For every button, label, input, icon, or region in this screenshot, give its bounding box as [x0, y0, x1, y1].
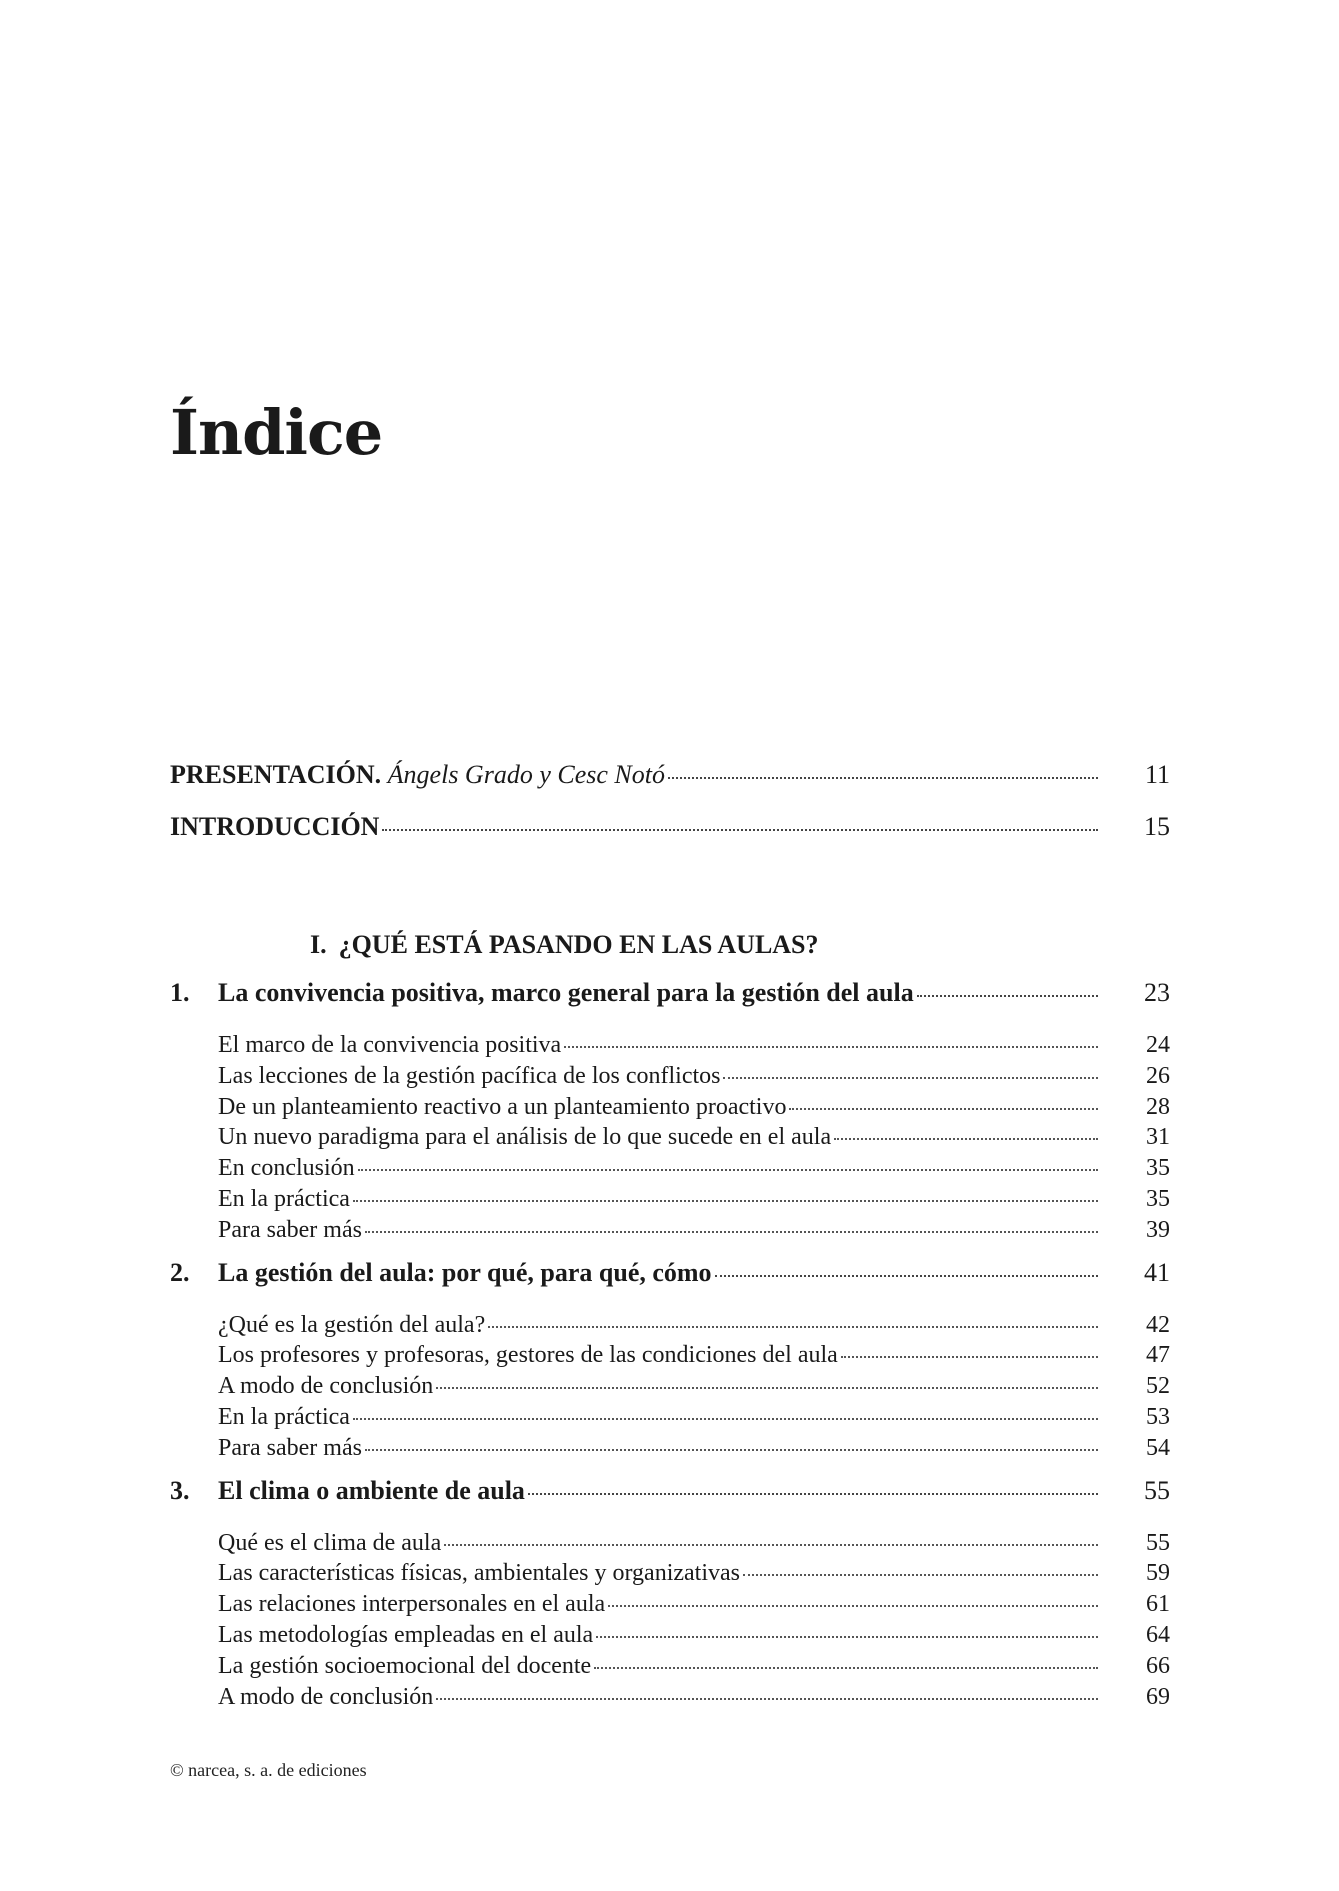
toc-section[interactable]: [218, 1063, 1170, 1094]
part-number: I.: [310, 930, 327, 959]
dot-leader: [917, 995, 1098, 997]
chapter-title: La gestión del aula: por qué, para qué, cómo: [218, 1257, 712, 1287]
toc-chapter[interactable]: [170, 1476, 1170, 1530]
toc-page-number: 31: [1146, 1124, 1170, 1151]
toc-section[interactable]: [218, 1155, 1170, 1186]
toc-page-number: 11: [1144, 760, 1170, 789]
section-title: Qué es el clima de aula: [218, 1529, 442, 1556]
page-title: Índice: [170, 396, 383, 469]
section-title: Los profesores y profesoras, gestores de las condiciones del aula: [218, 1342, 838, 1369]
toc-section[interactable]: [218, 1217, 1170, 1248]
section-title: Las características físicas, ambientales y organizativas: [218, 1560, 740, 1587]
dot-leader: [444, 1544, 1098, 1546]
dot-leader: [353, 1200, 1098, 1202]
dot-leader: [789, 1108, 1098, 1110]
toc-page-number: 26: [1146, 1062, 1170, 1089]
dot-leader: [715, 1275, 1098, 1277]
toc-page-number: 15: [1144, 812, 1170, 841]
section-title: Las metodologías empleadas en el aula: [218, 1621, 594, 1648]
toc-section[interactable]: [218, 1312, 1170, 1343]
toc-page-number: 64: [1146, 1621, 1170, 1648]
toc-entry-label: INTRODUCCIÓN: [170, 812, 380, 841]
toc-page-number: 24: [1146, 1032, 1170, 1058]
dot-leader: [365, 1231, 1098, 1233]
section-title: En la práctica: [218, 1185, 350, 1212]
section-title: Las relaciones interpersonales en el aula: [218, 1591, 606, 1618]
dot-leader: [594, 1667, 1098, 1669]
dot-leader: [365, 1449, 1098, 1451]
section-title: A modo de conclusión: [218, 1683, 434, 1710]
section-title: Un nuevo paradigma para el análisis de lo que sucede en el aula: [218, 1124, 832, 1151]
toc-page-number: 41: [1144, 1257, 1170, 1287]
section-title: A modo de conclusión: [218, 1373, 434, 1400]
table-of-contents: [170, 760, 1170, 1714]
chapter-title: El clima o ambiente de aula: [218, 1475, 525, 1505]
toc-section[interactable]: [218, 1622, 1170, 1653]
dot-leader: [564, 1046, 1098, 1048]
toc-page-number: 52: [1146, 1373, 1170, 1400]
toc-entry-author: Ángels Grado y Cesc Notó: [387, 760, 665, 789]
toc-page-number: 59: [1146, 1560, 1170, 1587]
section-title: Para saber más: [218, 1216, 362, 1243]
section-title: Las lecciones de la gestión pacífica de los conflictos: [218, 1062, 721, 1089]
toc-section[interactable]: [218, 1435, 1170, 1466]
toc-chapter[interactable]: [170, 978, 1170, 1032]
toc-page-number: 53: [1146, 1403, 1170, 1430]
dot-leader: [436, 1698, 1098, 1700]
toc-page-number: 55: [1144, 1475, 1170, 1505]
chapter-title: La convivencia positiva, marco general para la gestión del aula: [218, 978, 914, 1007]
chapter-number: 3.: [170, 1475, 190, 1505]
toc-entry-label: PRESENTACIÓN. Ángels Grado y Cesc Notó: [170, 760, 665, 789]
toc-section[interactable]: [218, 1653, 1170, 1684]
toc-presentacion[interactable]: [170, 760, 1170, 812]
dot-leader: [353, 1418, 1098, 1420]
toc-page-number: 66: [1146, 1652, 1170, 1679]
toc-page-number: 69: [1146, 1683, 1170, 1710]
toc-section[interactable]: [218, 1591, 1170, 1622]
toc-section[interactable]: [218, 1560, 1170, 1591]
toc-section[interactable]: [218, 1404, 1170, 1435]
copyright-footer: © narcea, s. a. de ediciones: [170, 1760, 367, 1780]
section-title: La gestión socioemocional del docente: [218, 1652, 592, 1679]
toc-section[interactable]: [218, 1373, 1170, 1404]
toc-chapter[interactable]: [170, 1258, 1170, 1312]
toc-section[interactable]: [218, 1094, 1170, 1125]
chapter-list: [170, 978, 1170, 1714]
dot-leader: [596, 1636, 1098, 1638]
section-list: [170, 1032, 1170, 1248]
section-title: El marco de la convivencia positiva: [218, 1032, 562, 1058]
dot-leader: [834, 1138, 1098, 1140]
toc-page-number: 42: [1146, 1311, 1170, 1338]
section-title: ¿Qué es la gestión del aula?: [218, 1311, 486, 1338]
dot-leader: [488, 1326, 1098, 1328]
chapter-number: 2.: [170, 1257, 190, 1287]
toc-page-number: 54: [1146, 1434, 1170, 1461]
section-title: En conclusión: [218, 1155, 355, 1182]
toc-page-number: 47: [1146, 1342, 1170, 1369]
dot-leader: [723, 1077, 1098, 1079]
section-list: [170, 1312, 1170, 1466]
part-title-text: ¿QUÉ ESTÁ PASANDO EN LAS AULAS?: [338, 930, 819, 959]
dot-leader: [382, 829, 1098, 831]
dot-leader: [841, 1356, 1098, 1358]
toc-section[interactable]: [218, 1186, 1170, 1217]
toc-page-number: 23: [1144, 978, 1170, 1007]
dot-leader: [528, 1493, 1098, 1495]
section-title: De un planteamiento reactivo a un planteamiento proactivo: [218, 1093, 787, 1120]
toc-section[interactable]: [218, 1684, 1170, 1715]
section-title: Para saber más: [218, 1434, 362, 1461]
part-heading: [170, 930, 1170, 978]
toc-page-number: 61: [1146, 1591, 1170, 1618]
toc-section[interactable]: [218, 1124, 1170, 1155]
toc-section[interactable]: [218, 1032, 1170, 1063]
dot-leader: [668, 777, 1098, 779]
toc-page-number: 39: [1146, 1216, 1170, 1243]
toc-page-number: 55: [1146, 1529, 1170, 1556]
toc-page-number: 35: [1146, 1185, 1170, 1212]
chapter-number: 1.: [170, 978, 190, 1007]
dot-leader: [608, 1605, 1098, 1607]
toc-page-number: 28: [1146, 1093, 1170, 1120]
toc-introduccion[interactable]: [170, 812, 1170, 864]
section-list: [170, 1530, 1170, 1715]
toc-section[interactable]: [218, 1530, 1170, 1561]
dot-leader: [743, 1574, 1098, 1576]
dot-leader: [436, 1387, 1098, 1389]
toc-page-number: 35: [1146, 1155, 1170, 1182]
toc-section[interactable]: [218, 1342, 1170, 1373]
dot-leader: [358, 1169, 1098, 1171]
section-title: En la práctica: [218, 1403, 350, 1430]
